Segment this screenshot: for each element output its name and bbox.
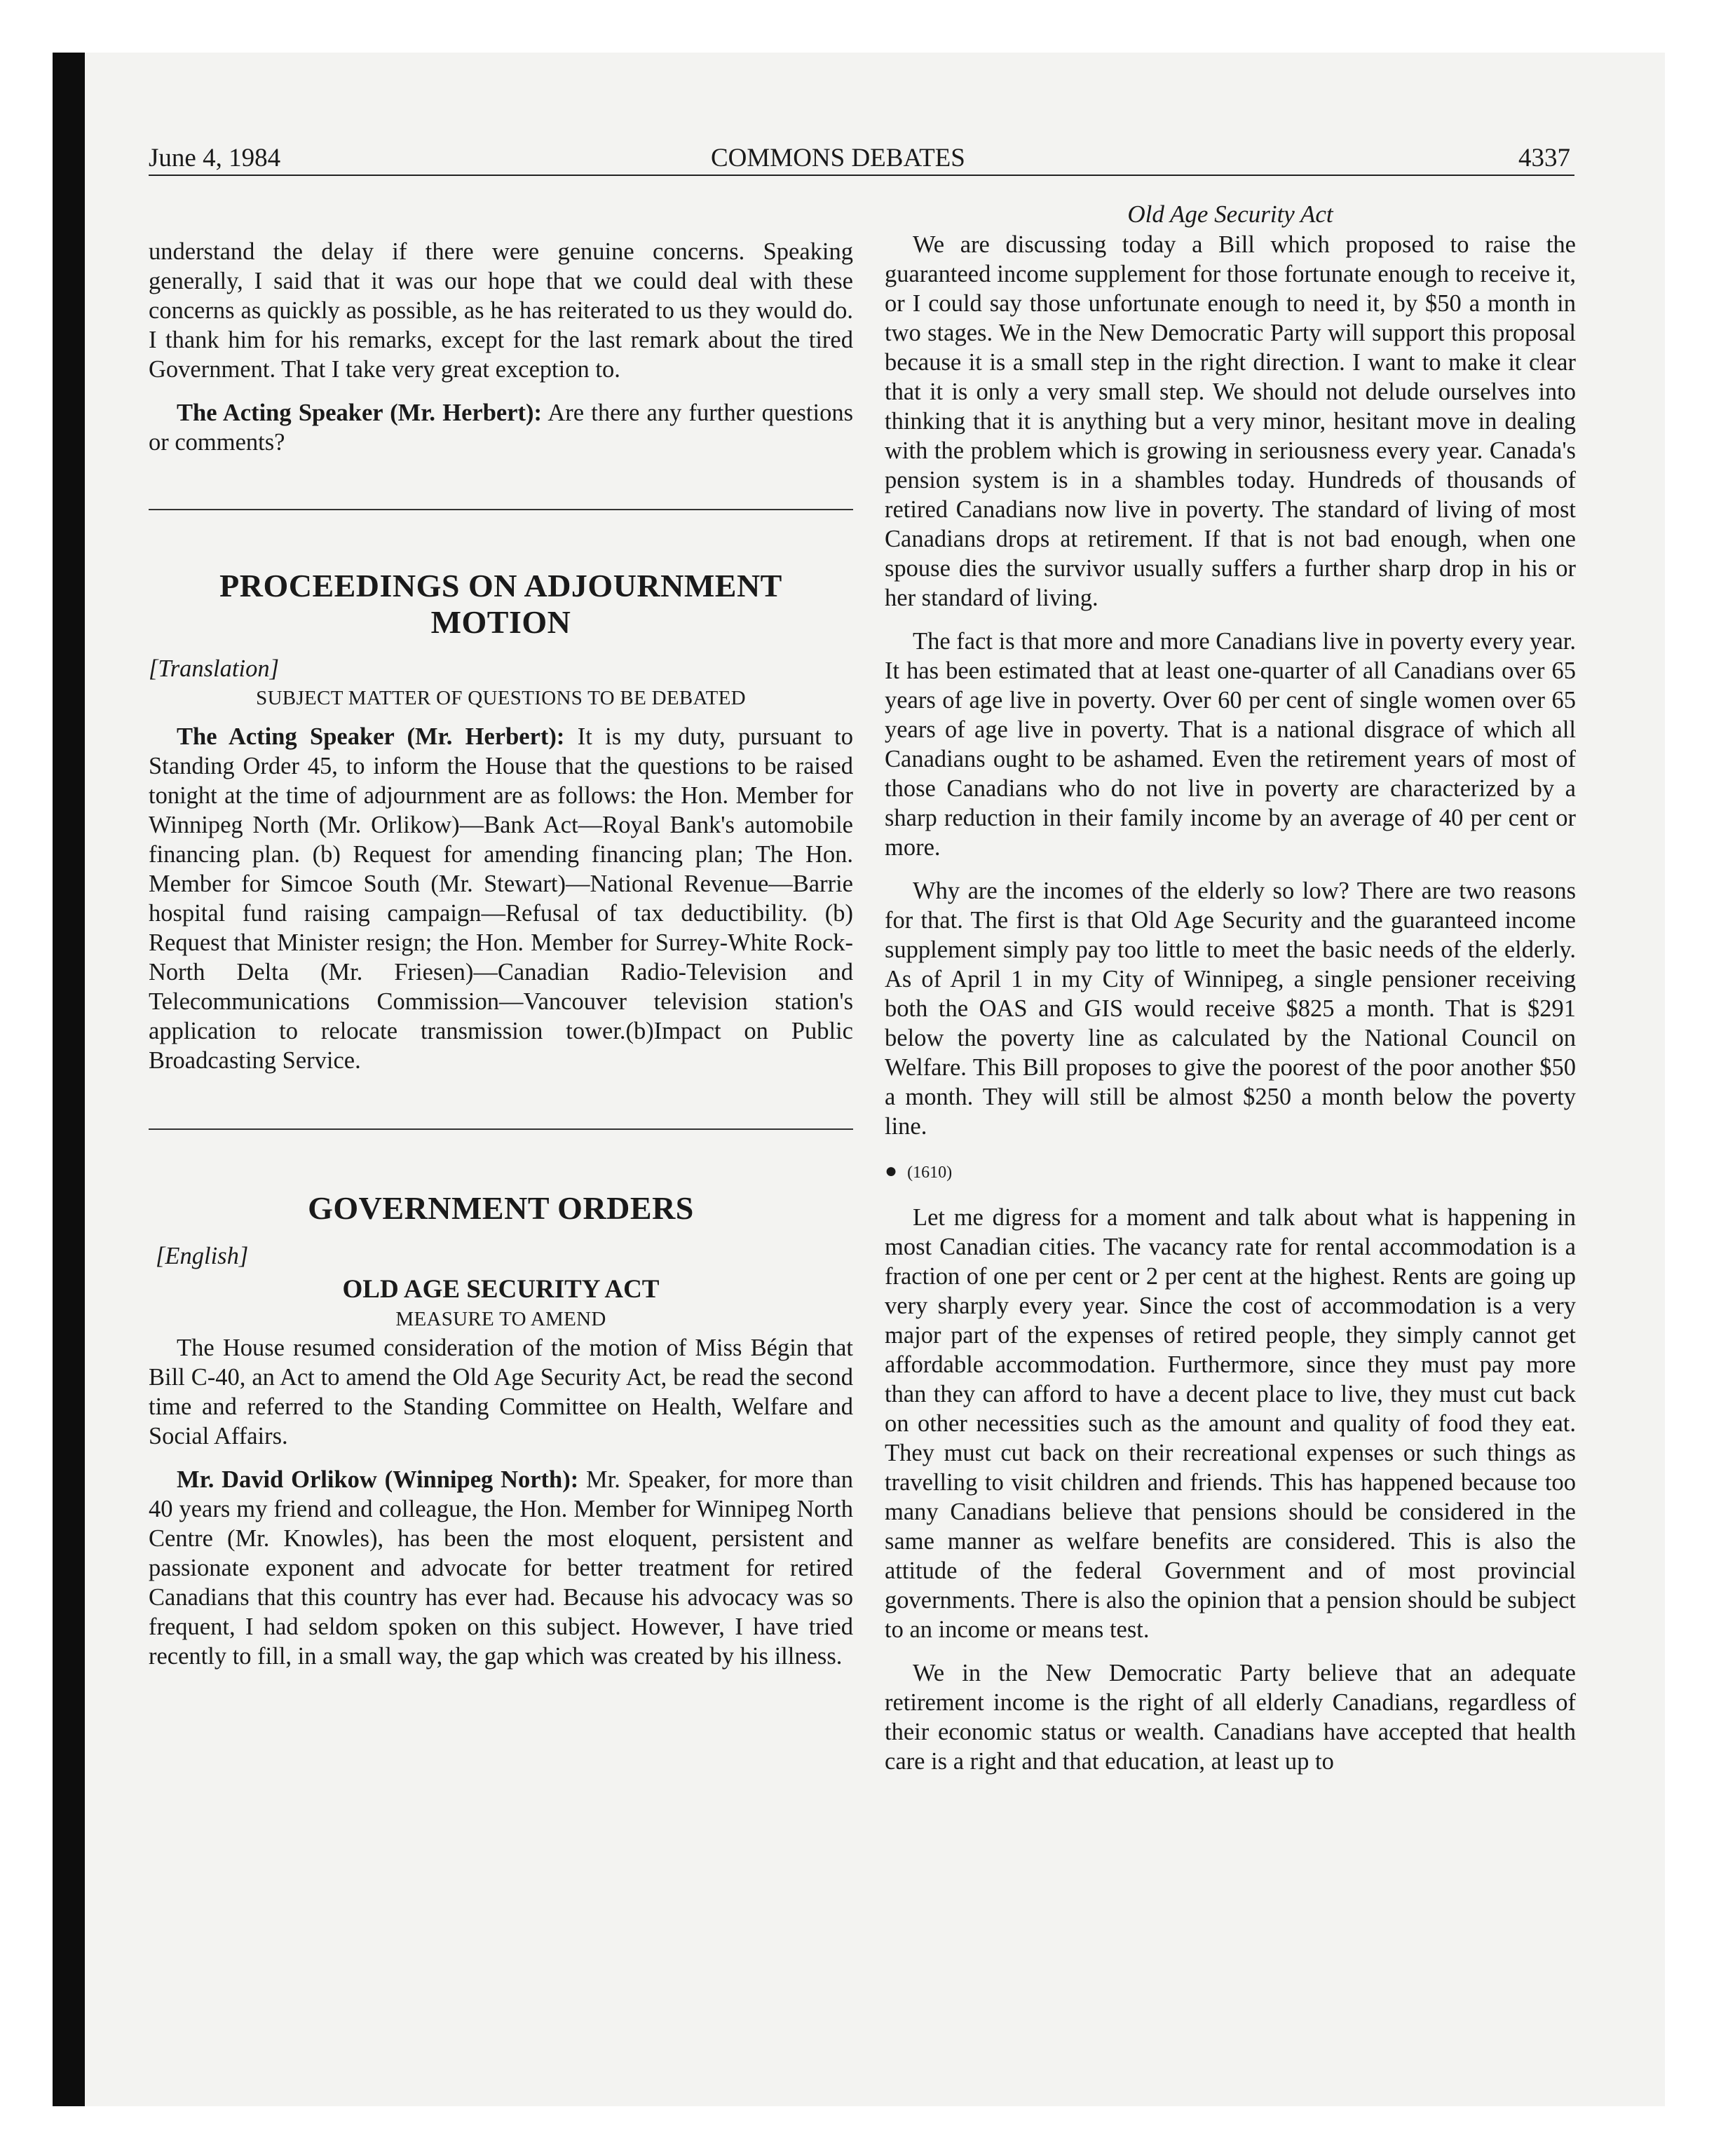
time-marker-text: (1610) (907, 1164, 953, 1182)
paragraph: We are discussing today a Bill which proposed to raise the guaranteed income supplement for those fortunate enough to receive it, or I could say those unfortunate enough to need it, by $50 a month in two stages. We in the New Democratic Party will support this proposal because it is a small step in the right direction. I want to make it clear that it is only a very small step. We should not delude ourselves into thinking that it is anything but a very minor, hesitant move in dealing with the problem which is growing in seriousness every year. Canada's pension system is in a shambles today. Hundreds of thousands of retired Canadians now live in poverty. The standard of living of most Canadians drops at retirement. If that is not bad enough, when one spouse dies the survivor usually suffers a further sharp drop in his or her standard of living. (885, 231, 1576, 611)
right-column (885, 199, 1576, 1776)
paragraph: understand the delay if there were genuine concerns. Speaking generally, I said that it was our hope that we could deal with these concerns as quickly as possible, as he has reiterated to us they would do. I thank him for his remarks, except for the last remark about the tired Government. That I take very great exception to. (149, 238, 853, 383)
speech-text: Mr. Speaker, for more than 40 years my friend and colleague, the Hon. Member for Winnipeg North Centre (Mr. Knowles), has been the most eloquent, persistent and passionate exponent and advocate for better treatment for retired Canadians that this country has ever had. Because his advocacy was so frequent, I had seldom spoken on this subject. However, I have tried recently to fill, in a small way, the gap which was created by his illness. (149, 1466, 854, 1670)
subheading: SUBJECT MATTER OF QUESTIONS TO BE DEBATED (256, 687, 746, 709)
speaker-name: The Acting Speaker (Mr. Herbert): (177, 400, 543, 426)
header-title: COMMONS DEBATES (711, 144, 965, 172)
header-rule (149, 175, 1574, 176)
paragraph: We in the New Democratic Party believe that an adequate retirement income is the right of all elderly Canadians, regardless of their economic status or wealth. Canadians have accepted that health care is a right and that education, at least up to (885, 1660, 1576, 1775)
left-column (149, 237, 853, 1671)
heading-line: PROCEEDINGS ON ADJOURNMENT (219, 568, 782, 603)
act-heading: OLD AGE SECURITY ACT (342, 1275, 660, 1304)
header-page-number: 4337 (1518, 144, 1570, 172)
paragraph (149, 398, 853, 457)
bullet-icon: ● (885, 1159, 898, 1182)
speaker-name: The Acting Speaker (Mr. Herbert): (177, 723, 565, 750)
header-date: June 4, 1984 (149, 144, 281, 172)
paragraph (149, 722, 853, 1075)
section-heading: GOVERNMENT ORDERS (308, 1190, 694, 1226)
language-tag: [English] (156, 1243, 249, 1269)
heading-line: MOTION (430, 604, 571, 640)
paragraph: The fact is that more and more Canadians live in poverty every year. It has been estimated that at least one-quarter of all Canadians over 65 years of age live in poverty. Over 60 per cent of single women over 65 years of age live in poverty. That is a national disgrace of which all Canadians ought to be ashamed. Even the retirement years of most of those Canadians who do not live in poverty are characterized by a sharp reduction in their family income by an average of 40 per cent or more. (885, 628, 1576, 861)
running-head: Old Age Security Act (1127, 200, 1333, 228)
time-marker (885, 1157, 1576, 1187)
paragraph: Let me digress for a moment and talk about what is happening in most Canadian cities. The vacancy rate for rental accommodation is a fraction of one per cent or 2 per cent at the highest. Rents are going up very sharply every year. Since the cost of accommodation is a very major part of the expenses of retired people, they simply cannot get affordable accommodation. Furthermore, since they must pay more than they can afford to have a decent place to live, they must cut back on other necessities such as the amount and quality of food they eat. They must cut back on their recreational expenses or such things as travelling to visit children and friends. This has happened because too many Canadians believe that pensions should be considered in the same manner as welfare benefits are considered. This is also the attitude of the federal Government and of most provincial governments. There is also the opinion that a pension should be subject to an income or means test. (885, 1204, 1576, 1643)
scan-edge-shadow (53, 53, 85, 2106)
speech-text: It is my duty, pursuant to Standing Order 45, to inform the House that the questions to be raised tonight at the time of adjournment are as follows: the Hon. Member for Winnipeg North (Mr. Orlikow)—Bank Act—Royal Bank's automobile financing plan. (b) Request for amending financing plan; The Hon. Member for Simcoe South (Mr. Stewart)—National Revenue—Barrie hospital fund raising campaign—Refusal of tax deductibility. (b) Request that Minister resign; the Hon. Member for Surrey-White Rock-North Delta (Mr. Friesen)—Canadian Radio-Television and Telecommunications Commission—Vancouver television station's application to relocate transmission tower.(b)Impact on Public Broadcasting Service. (149, 723, 853, 1074)
speaker-name: Mr. David Orlikow (Winnipeg North): (177, 1466, 579, 1493)
subheading: MEASURE TO AMEND (395, 1308, 606, 1330)
speech-text: Are there any further questions or comments? (149, 400, 853, 456)
paragraph: Why are the incomes of the elderly so low? There are two reasons for that. The first is that Old Age Security and the guaranteed income supplement simply pay too little to meet the basic needs of the elderly. As of April 1 in my City of Winnipeg, a single pensioner receiving both the OAS and GIS would receive $825 a month. That is $291 below the poverty line as calculated by the National Council on Welfare. This Bill proposes to give the poorest of the poor another $50 a month. They will still be almost $250 a month below the poverty line. (885, 878, 1576, 1140)
section-heading (149, 568, 853, 641)
translation-tag: [Translation] (149, 655, 279, 682)
paragraph (149, 1465, 853, 1671)
paragraph: The House resumed consideration of the motion of Miss Bégin that Bill C-40, an Act to amend the Old Age Security Act, be read the second time and referred to the Standing Committee on Health, Welfare and Social Affairs. (149, 1335, 853, 1449)
